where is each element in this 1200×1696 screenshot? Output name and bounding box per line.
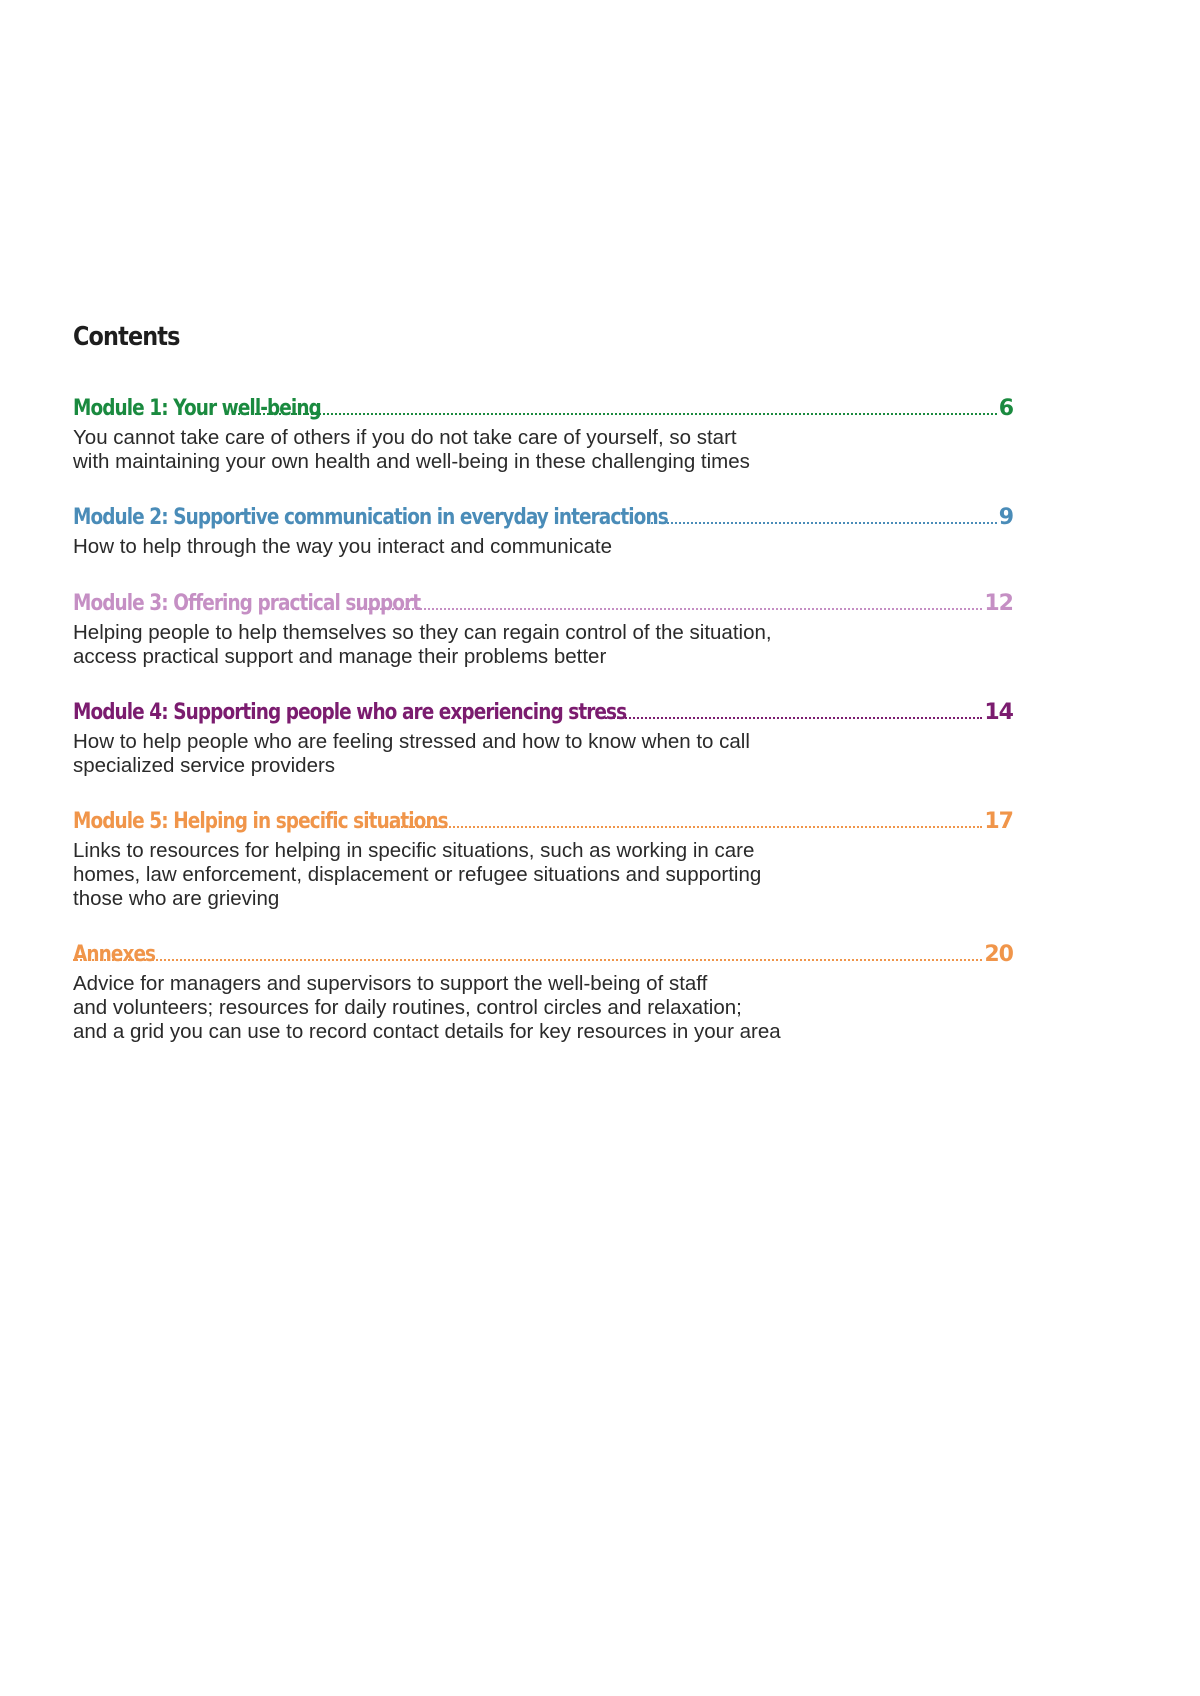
toc-title-line[interactable] xyxy=(73,809,1013,839)
toc-page-number[interactable]: 17 xyxy=(984,809,1013,834)
dot-leader xyxy=(651,521,996,524)
toc-page-number[interactable]: 14 xyxy=(984,700,1013,725)
toc-title-line[interactable] xyxy=(73,942,1013,972)
toc-page-number[interactable]: 6 xyxy=(998,396,1013,421)
toc-description: Helping people to help themselves so they can regain control of the situation, access practical support and manage their problems better xyxy=(73,621,772,668)
toc-title[interactable]: Module 1: Your well-being xyxy=(73,396,321,421)
toc-description: Links to resources for helping in specific situations, such as working in care homes, law enforcement, displacement or refugee situations and supporting those who are grieving xyxy=(73,839,762,910)
dot-leader xyxy=(73,958,982,961)
toc-description: How to help through the way you interact and communicate xyxy=(73,535,612,558)
toc-entry-module-3[interactable] xyxy=(73,591,1013,669)
toc-title[interactable]: Module 5: Helping in specific situations xyxy=(73,809,448,834)
toc-title[interactable]: Module 2: Supportive communication in everyday interactions xyxy=(73,505,668,530)
dot-leader xyxy=(390,825,983,828)
toc-page-number[interactable]: 12 xyxy=(984,591,1013,616)
toc-entry-module-1[interactable] xyxy=(73,396,1013,474)
toc-entry-module-2[interactable] xyxy=(73,505,1013,559)
toc-title[interactable]: Annexes xyxy=(73,942,156,967)
toc-title-line[interactable] xyxy=(73,591,1013,621)
toc-description: You cannot take care of others if you do not take care of yourself, so start with maintaining your own health and well-being in these challenging times xyxy=(73,426,750,473)
dot-leader xyxy=(357,607,983,610)
dot-leader xyxy=(238,412,996,415)
toc-description: How to help people who are feeling stressed and how to know when to call specialized service providers xyxy=(73,730,750,777)
dot-leader xyxy=(602,716,982,719)
toc-title-line[interactable] xyxy=(73,700,1013,730)
toc-description: Advice for managers and supervisors to support the well-being of staff and volunteers; resources for daily routines, control circles and relaxation; and a grid you can use to record contact details for key resources in your area xyxy=(73,972,781,1043)
toc-title-line[interactable] xyxy=(73,505,1013,535)
toc-title[interactable]: Module 4: Supporting people who are experiencing stress xyxy=(73,700,627,725)
toc-entry-annexes[interactable] xyxy=(73,942,1013,1044)
toc-page-number[interactable]: 9 xyxy=(998,505,1013,530)
toc-title[interactable]: Module 3: Offering practical support xyxy=(73,591,421,616)
toc-entry-module-4[interactable] xyxy=(73,700,1013,778)
contents-heading: Contents xyxy=(73,322,180,352)
toc-title-line[interactable] xyxy=(73,396,1013,426)
toc-entry-module-5[interactable] xyxy=(73,809,1013,911)
toc-page-number[interactable]: 20 xyxy=(984,942,1013,967)
